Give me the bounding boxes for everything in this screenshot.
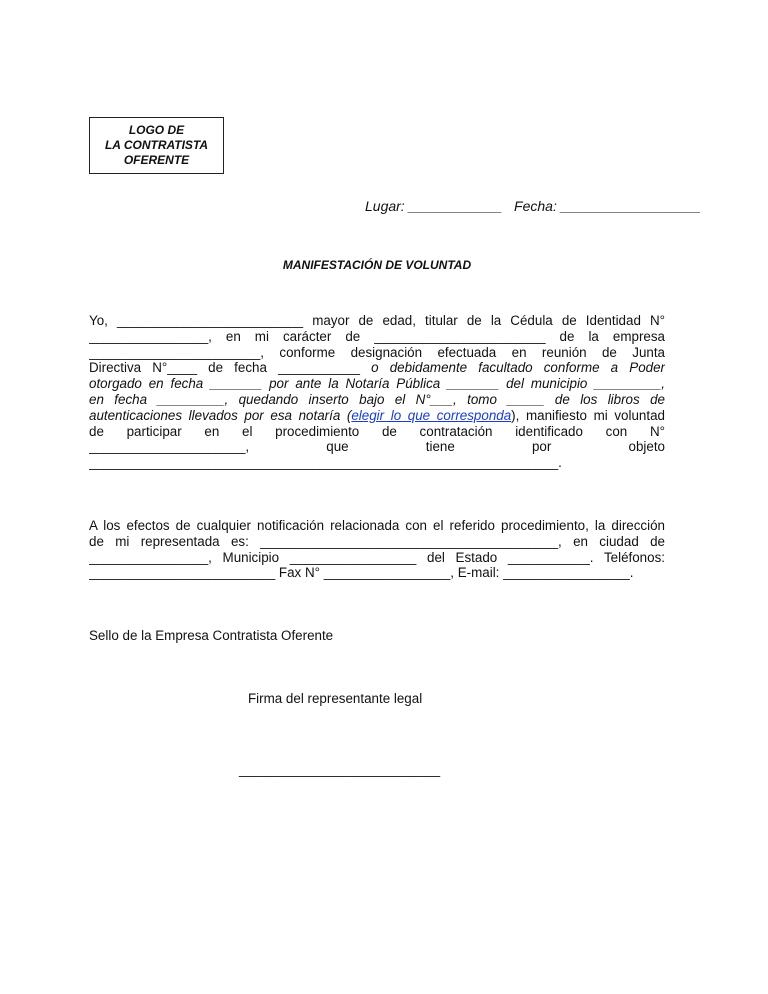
paragraph-line	[89, 376, 665, 392]
declaration-paragraph	[89, 313, 665, 471]
paragraph-line: ________________, en mi carácter de _______________________ de la empresa	[89, 328, 665, 344]
paragraph-line: Yo, _________________________ mayor de edad, titular de la Cédula de Identidad N°	[89, 313, 665, 328]
signature-line: ___________________________	[239, 762, 441, 777]
paragraph-line: _______________________, conforme designación efectuada en reunión de Junta	[89, 344, 665, 360]
paragraph-line: _____________________, que tiene por objeto	[89, 439, 665, 455]
paragraph-line: de participar en el procedimiento de contratación identificado con N°	[89, 423, 665, 439]
italic-segment: otorgado en fecha _______ por ante la Notaría Pública _______ del municipio _________,	[89, 376, 665, 392]
italic-segment: en fecha _________, quedando inserto bajo el N°___, tomo _____ de los libros de	[89, 391, 665, 407]
paragraph-line	[89, 392, 665, 408]
text-segment: ), manifiesto mi voluntad	[511, 407, 665, 423]
italic-segment: autenticaciones llevados por esa notaría (	[89, 407, 352, 423]
notification-paragraph	[89, 518, 665, 581]
paragraph-line: ________________, Municipio _________________ del Estado ___________. Teléfonos:	[89, 549, 665, 565]
document-title: MANIFESTACIÓN DE VOLUNTAD	[282, 258, 472, 272]
signature-label: Firma del representante legal	[248, 691, 423, 706]
date-field: Fecha: __________________	[514, 198, 701, 214]
italic-segment: o debidamente facultado conforme a Poder	[371, 360, 665, 376]
paragraph-line	[89, 408, 665, 424]
paragraph-line	[89, 360, 665, 376]
paragraph-line: _______________________________________________________________.	[89, 455, 562, 471]
paragraph-line: A los efectos de cualquier notificación relacionada con el referido procedimiento, la dirección	[89, 518, 665, 533]
place-date-line	[365, 198, 701, 214]
logo-line: OFERENTE	[123, 153, 190, 167]
text-segment: Directiva N°____ de fecha ___________	[89, 360, 372, 376]
logo-line: LOGO DE	[128, 123, 185, 137]
paragraph-line: de mi representada es: ________________________________________, en ciudad de	[89, 533, 665, 549]
logo-placeholder-box	[89, 117, 224, 174]
choose-option-link[interactable]: elegir lo que corresponda	[351, 407, 512, 423]
logo-line: LA CONTRATISTA	[104, 138, 209, 152]
place-field: Lugar: ____________	[365, 198, 503, 214]
company-seal-label: Sello de la Empresa Contratista Oferente	[89, 628, 334, 643]
paragraph-line: _________________________ Fax N° _________________, E-mail: _________________.	[89, 565, 634, 581]
